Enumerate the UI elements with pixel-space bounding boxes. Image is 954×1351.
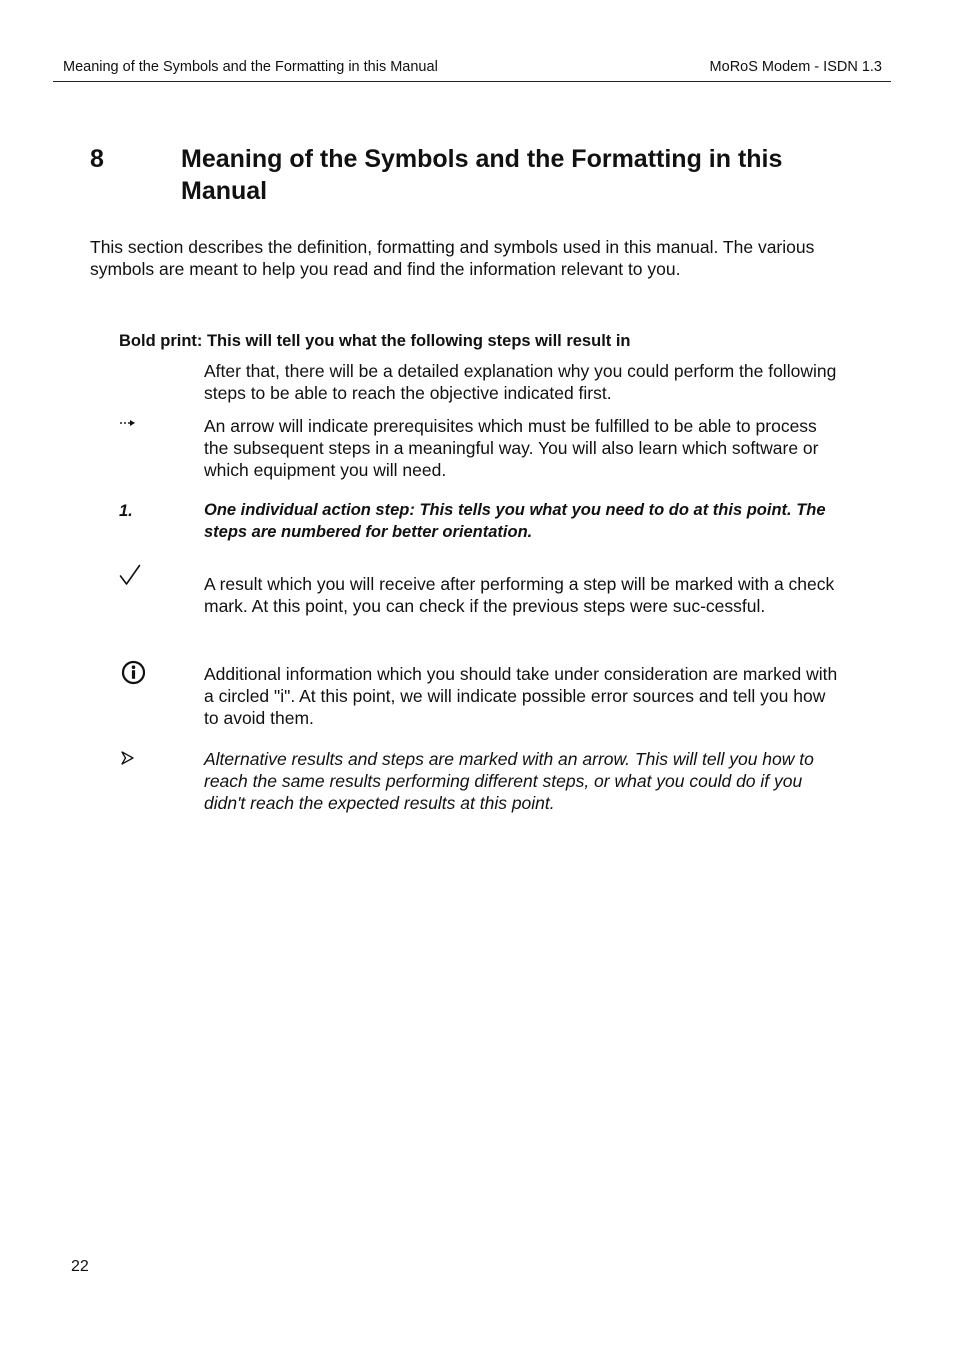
page-number: 22 <box>71 1258 89 1275</box>
dashed-arrow-icon <box>119 414 137 436</box>
header-divider <box>53 81 891 82</box>
explanation-paragraph: After that, there will be a detailed explanation why you could perform the following steps to be able to reach the objective indicated first. <box>204 361 837 403</box>
step-paragraph: One individual action step: This tells you what you need to do at this point. The steps are numbered for better orientation. <box>204 501 826 541</box>
step-number: 1. <box>119 502 133 520</box>
alternative-paragraph: Alternative results and steps are marked with an arrow. This will tell you how to reach the same results performing different steps, or what you could do if you didn't reach the expected results at this point. <box>204 749 814 813</box>
result-paragraph: A result which you will receive after performing a step will be marked with a check mark. At this point, you can check if the previous steps were suc-cessful. <box>204 574 835 616</box>
running-header-left: Meaning of the Symbols and the Formatting in this Manual <box>63 59 438 75</box>
chapter-title: Meaning of the Symbols and the Formatting in this Manual <box>181 145 783 205</box>
bold-print-heading: Bold print: This will tell you what the following steps will result in <box>119 332 631 350</box>
running-header-right: MoRoS Modem - ISDN 1.3 <box>709 59 882 75</box>
info-paragraph: Additional information which you should take under consideration are marked with a circled "i". At this point, we will indicate possible error sources and tell you how to avoid them. <box>204 664 838 728</box>
checkmark-icon <box>119 563 141 594</box>
arrowhead-icon <box>121 750 135 773</box>
circled-i-icon <box>121 660 146 692</box>
prerequisite-paragraph: An arrow will indicate prerequisites which must be fulfilled to be able to process the subsequent steps in a meaningful way. You will also learn which software or which equipment you will need. <box>204 416 819 480</box>
chapter-number: 8 <box>90 145 104 173</box>
intro-paragraph: This section describes the definition, formatting and symbols used in this manual. The various symbols are meant to help you read and find the information relevant to you. <box>90 237 815 279</box>
